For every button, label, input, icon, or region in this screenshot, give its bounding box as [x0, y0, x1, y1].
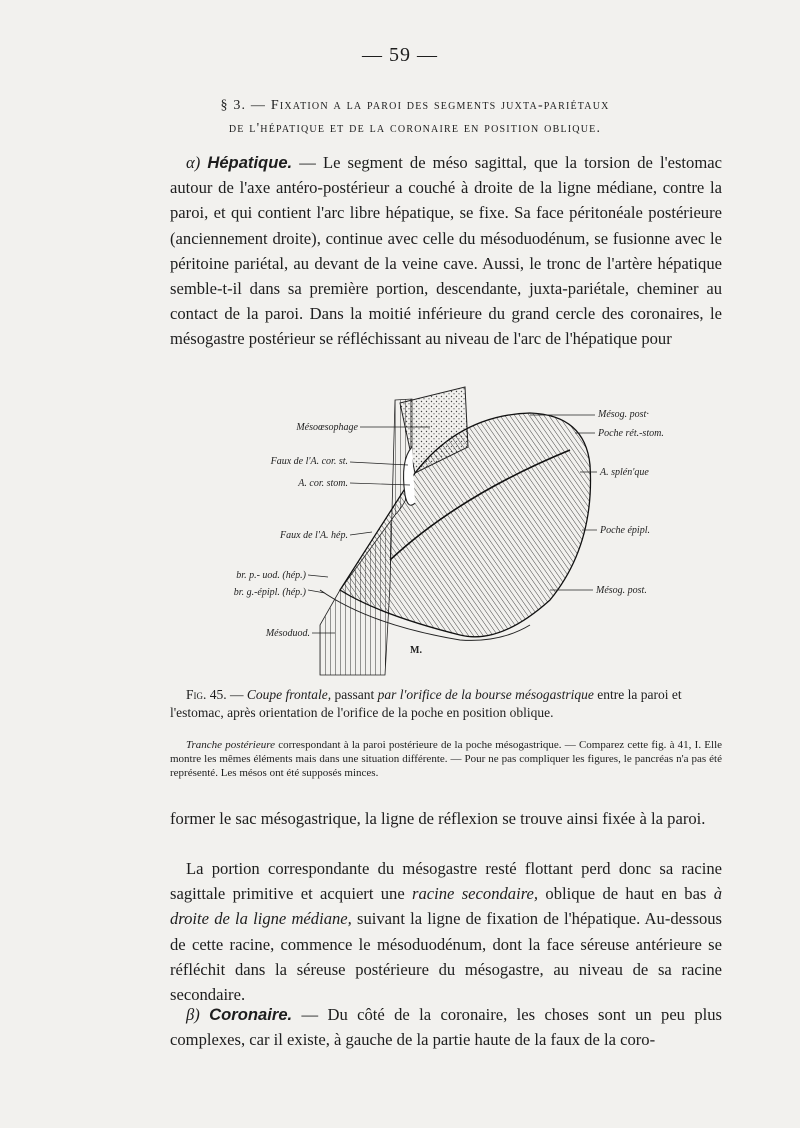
figure-note-lead: Tranche postérieure [186, 739, 275, 751]
paragraph-portion-italic-2: à droite de la ligne médiane, [170, 884, 722, 929]
paragraph-portion-text-2: oblique de haut en bas [545, 884, 707, 904]
figure-caption [170, 686, 722, 722]
label-mesoesophage: Mésoœsophage [296, 422, 358, 433]
anatomical-figure [200, 385, 700, 680]
label-a-cor-stom: A. cor. stom. [298, 478, 348, 489]
paragraph-title: Hépatique. [207, 153, 293, 172]
labels-right [595, 409, 664, 596]
figure-caption-dash: — [230, 687, 244, 702]
label-poche-epipl: Poche épipl. [600, 525, 650, 536]
label-poche-ret-stom: Poche rét.-stom. [598, 428, 664, 439]
paragraph-coronaire-marker: β) [186, 1005, 200, 1024]
engraver-signature: M. [410, 645, 422, 656]
figure-note-text: correspondant à la paroi postérieure de la poche mésogastrique. — Comparez cette fig. à 41, I. Elle montre les mêmes éléments mais dans une situation différente. — Pour ne pas compliquer les figures, le pancréas n'a pas été représenté. Les mésos ont été supposés minces. [170, 739, 723, 779]
label-br-p-uod: br. p.- uod. (hép.) [236, 570, 306, 581]
paragraph-portion-text-1: La portion correspondante du mésogastre resté flottant perd donc sa racine sagittale primitive et acquiert une [170, 859, 722, 904]
page-number: — 59 — [362, 44, 438, 66]
figure-caption-par: par l'orifice de la bourse mésogastrique [377, 687, 594, 702]
paragraph-coronaire [170, 1002, 722, 1052]
paragraph-continued-text: former le sac mésogastrique, la ligne de réflexion se trouve ainsi fixée à la paroi. [170, 809, 706, 828]
paragraph-portion-italic-1: racine secondaire, [412, 884, 539, 904]
label-mesog-post-1: Mésog. post· [598, 409, 649, 420]
paragraph-portion-text-3: suivant la ligne de fixation de l'hépatique. Au-dessous de cette racine, commence le mésoduodénum, dont la face séreuse antérieure se réfléchit dans la séreuse postérieure du mésogastre, au niveau de sa racine secondaire. [170, 909, 722, 1005]
label-faux-cor-st: Faux de l'A. cor. st. [270, 456, 348, 467]
paragraph-coronaire-text: — Du côté de la coronaire, les choses sont un peu plus complexes, car il existe, à gauche de la partie haute de la faux de la coro- [170, 1005, 722, 1050]
figure-caption-text-1: passant [334, 687, 375, 702]
figure-note [170, 738, 722, 780]
label-mesog-post-2: Mésog. post. [596, 585, 647, 596]
figure-caption-text-2: entre la paroi et l'estomac, après orientation de l'orifice de la poche en position oblique. [170, 687, 682, 720]
section-heading-line-2: de l'hépatique et de la coronaire en position oblique. [228, 121, 602, 136]
paragraph-continued [170, 806, 722, 831]
section-heading [150, 94, 680, 140]
paragraph-coronaire-title: Coronaire. [209, 1005, 293, 1024]
section-heading-line-1: § 3. — Fixation a la paroi des segments juxta-pariétaux [220, 98, 610, 113]
label-mesoduod: Mésoduod. [265, 628, 310, 639]
label-a-splenique: A. splén'que [600, 467, 649, 478]
label-faux-hep: Faux de l'A. hép. [280, 530, 348, 541]
paragraph-text: — Le segment de méso sagittal, que la torsion de l'estomac autour de l'axe antéro-postérieur a couché à droite de la ligne médiane, contre la paroi, et qui contient l'arc libre hépatique, se fixe. Sa face péritonéale postérieure (anciennement droite), continue avec celle du mésoduodénum, se fusionne avec le péritoine pariétal, au devant de la veine cave. Aussi, le tronc de l'artère hépatique semble-t-il dans sa première portion, descendante, juxta-pariétale, cheminer au contact de la paroi. Dans la moitié inférieure du grand cercle des coronaires, le mésogastre postérieur se réfléchissant au niveau de l'arc de l'hépatique pour [170, 153, 722, 349]
stomach-body [340, 413, 591, 637]
paragraph-marker: α) [186, 153, 201, 172]
figure-caption-label: Fig. 45. [186, 687, 227, 702]
paragraph-portion [170, 856, 722, 1007]
paragraph-hepatique [170, 150, 722, 352]
figure-caption-title: Coupe frontale, [246, 687, 332, 702]
label-br-g-epipl: br. g.-épipl. (hép.) [233, 587, 306, 598]
